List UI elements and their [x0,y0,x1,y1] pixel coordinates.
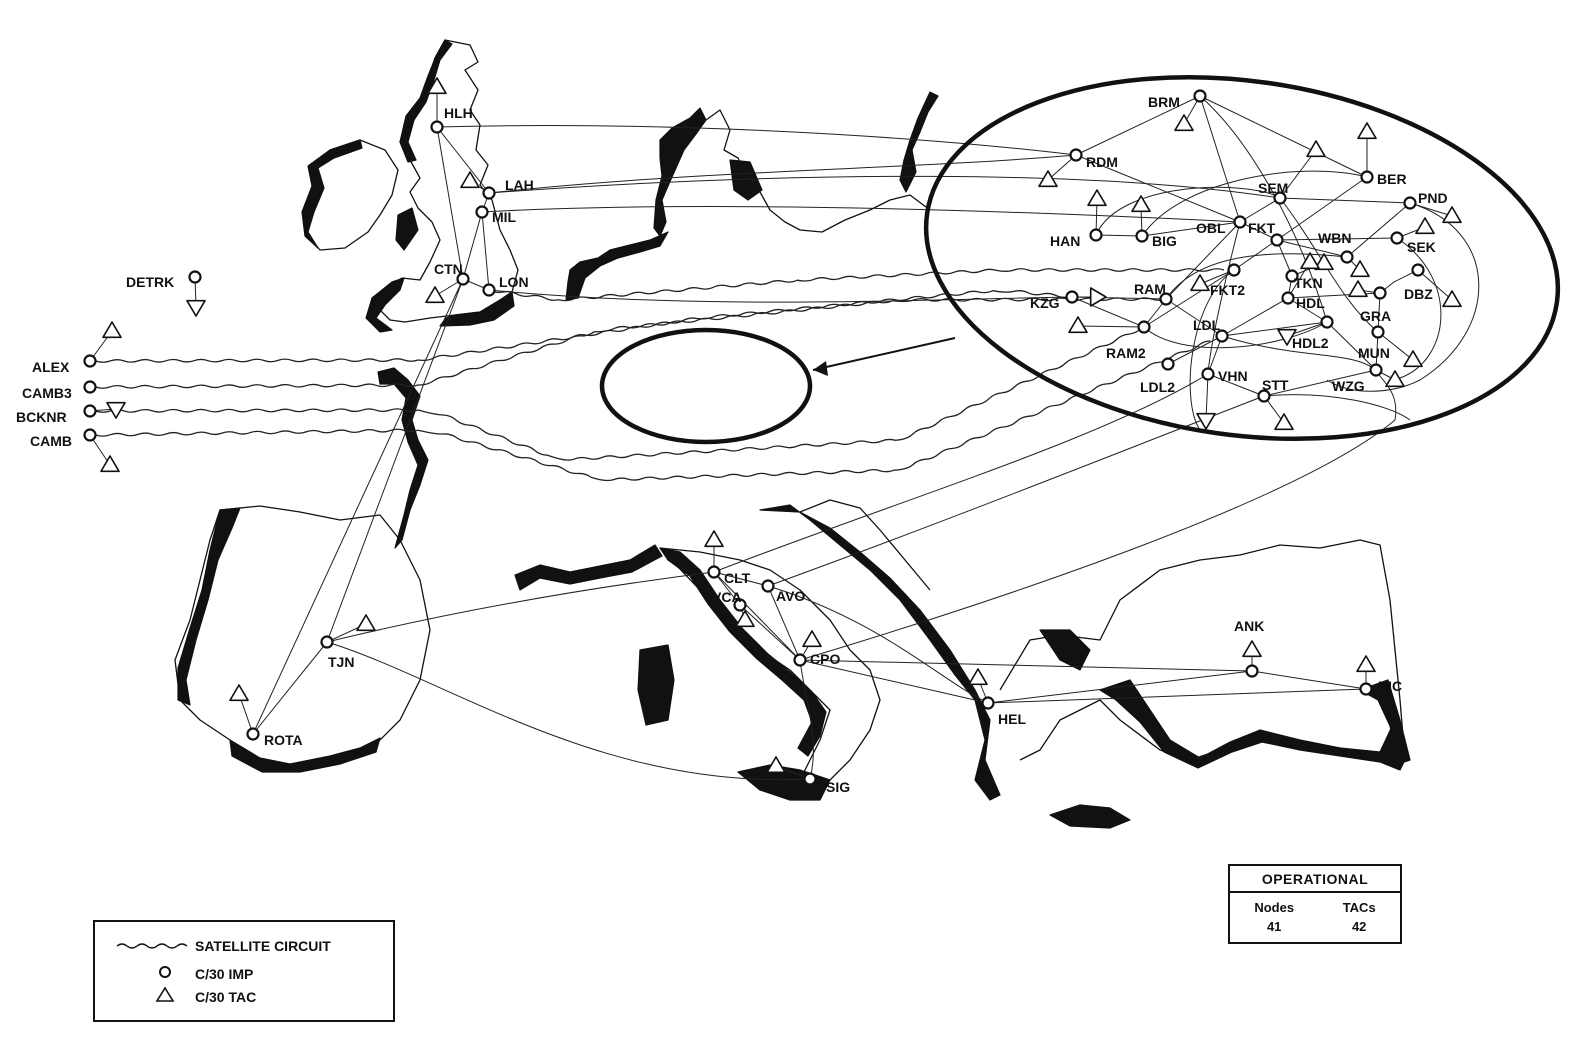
tac-triangle-icon [357,615,375,630]
node-label: PND [1418,190,1448,206]
imp-circle-icon [763,581,774,592]
imp-circle-icon [805,774,816,785]
tac-triangle-icon [426,287,444,302]
operational-status-box [1228,864,1402,944]
legend-tac-label: C/30 TAC [195,988,257,1005]
node-dbz [1404,265,1461,307]
node-han [1050,190,1106,249]
node-hdl2 [1278,317,1333,352]
node-kzg [1030,288,1106,311]
imp-circle-icon [477,207,488,218]
node-label: HLH [444,105,473,121]
satellite-circuit [96,328,1141,460]
node-label: ALEX [32,359,70,375]
node-label: HDL2 [1292,335,1329,351]
legend-satellite-label: SATELLITE CIRCUIT [195,938,331,954]
imp-circle-icon [983,698,994,709]
node-label: BCKNR [16,409,67,425]
node-label: LAH [505,177,534,193]
satellite-circuit-icon [115,938,195,954]
imp-circle-icon [1163,359,1174,370]
node-label: SEK [1407,239,1436,255]
imp-circle-icon [1405,198,1416,209]
node-label: MUN [1358,345,1390,361]
node-ram [1134,281,1172,305]
imp-circle-icon [1195,91,1206,102]
tac-triangle-icon [1243,641,1261,656]
node-label: HAN [1050,233,1081,249]
imp-circle-icon [1392,233,1403,244]
node-label: ANK [1234,618,1265,634]
node-label: LDL2 [1140,379,1175,395]
tac-triangle-icon [1069,317,1087,332]
node-label: VHN [1218,368,1248,384]
tac-triangle-icon [1307,141,1325,156]
node-lah [461,172,534,199]
node-label: FKT [1248,220,1276,236]
node-alex [32,322,121,375]
node-label: RAM2 [1106,345,1146,361]
node-label: WZG [1332,378,1365,394]
node-ram2 [1069,317,1150,361]
status-title: OPERATIONAL [1230,866,1400,893]
imp-circle-icon [85,430,96,441]
node-label: ROTA [264,732,303,748]
imp-circle-icon [1203,369,1214,380]
imp-circle-icon [1272,235,1283,246]
tac-triangle-icon [1132,196,1150,211]
tac-triangle-icon [969,669,987,684]
tac-triangle-icon [1416,218,1434,233]
imp-circle-icon [322,637,333,648]
tac-triangle-icon [1175,115,1193,130]
imp-circle-icon [1413,265,1424,276]
node-brm [1148,91,1206,131]
nodes-label: Nodes [1254,900,1295,915]
node-label: CAMB3 [22,385,72,401]
imp-circle-icon [1139,322,1150,333]
imp-circle-icon [1373,327,1384,338]
imp-circle-icon [1342,252,1353,263]
node-label: BER [1377,171,1407,187]
nodes-count: 41 [1266,919,1282,934]
node-hlh [428,78,473,133]
tac-triangle-icon [803,631,821,646]
node-label: CLT [724,570,751,586]
node-label: CTN [434,261,463,277]
node-gra [1349,281,1391,324]
imp-circle-icon [795,655,806,666]
node-vhn [1197,368,1248,429]
imp-circle-icon [1362,172,1373,183]
node-label: CAMB [30,433,72,449]
tac-triangle-icon [1191,275,1209,290]
node-label: VCA [712,589,742,605]
tac-triangle-icon [1386,371,1404,386]
node-label: KZG [1030,295,1060,311]
imp-circle-icon [85,356,96,367]
tac-triangle-icon [705,531,723,546]
imp-circle-icon [1247,666,1258,677]
node-avo [763,581,806,605]
tac-triangle-icon [1358,123,1376,138]
node-label: LDL [1193,317,1221,333]
tac-triangle-icon [1443,291,1461,306]
imp-circle-icon [1283,293,1294,304]
legend-imp-label: C/30 IMP [195,965,254,982]
tac-triangle-icon [1349,281,1367,296]
node-stt [1259,377,1294,429]
imp-circle-icon [1071,150,1082,161]
node-label: INC [1378,678,1403,694]
tac-triangle-icon [1091,288,1106,306]
tac-triangle-icon [1443,207,1461,222]
node-label: BIG [1152,233,1177,249]
node-label: CPO [810,651,841,667]
imp-circle-icon [1091,230,1102,241]
tac-triangle-icon [1357,656,1375,671]
node-label: OBL [1196,220,1226,236]
imp-circle-icon [432,122,443,133]
node-detrk [126,272,205,317]
node-label: RAM [1134,281,1166,297]
tac-triangle-icon [115,986,195,1007]
node-label: LON [499,274,529,290]
node-ctn [426,261,469,302]
node-ber [1358,123,1407,187]
node-clt [705,531,751,586]
node-ldl [1193,317,1228,342]
node-label: HEL [998,711,1026,727]
legend-row-tac [115,986,256,1007]
node-label: MIL [492,209,517,225]
node-sek [1392,218,1436,255]
satellite-circuit [96,291,1070,363]
node-label: DETRK [126,274,175,290]
tac-triangle-icon [187,301,205,316]
node-ldl2 [1140,359,1175,396]
nodes-column [1254,898,1294,936]
node-label: DBZ [1404,286,1433,302]
node-label: SIG [826,779,851,795]
node-label: TJN [328,654,355,670]
tac-triangle-icon [230,685,248,700]
node-fkt2 [1191,265,1245,299]
imp-circle-icon [248,729,259,740]
tacs-label: TACs [1342,900,1376,915]
node-lon [484,274,529,296]
node-cpo [795,631,841,667]
node-label: SEM [1258,180,1289,196]
imp-circle-icon [1361,684,1372,695]
node-fkt [1248,220,1283,246]
legend-row-imp [115,964,253,983]
tacs-column [1343,898,1376,936]
imp-circle-icon [190,272,201,283]
node-label: STT [1262,377,1289,393]
imp-circle-icon [85,382,96,393]
node-ank [1234,618,1264,677]
node-label: WBN [1318,230,1352,246]
node-label: FKT2 [1210,282,1245,298]
satellite-circuit [96,298,1166,388]
node-tjn [322,615,376,670]
imp-circle-icon [1067,292,1078,303]
tac-triangle-icon [736,611,754,626]
legend-row-satellite [115,938,331,954]
imp-circle-icon [115,964,195,983]
imp-circle-icon [1235,217,1246,228]
inset-region-ring [602,330,810,442]
imp-circle-icon [484,188,495,199]
node-camb3 [22,382,96,402]
tacs-count: 42 [1351,919,1367,934]
satellite-circuit [489,269,1224,301]
node-label: TKN [1294,275,1323,291]
imp-circle-icon [85,406,96,417]
imp-circle-icon [484,285,495,296]
node-inc [1357,656,1402,695]
imp-circle-icon [1371,365,1382,376]
legend [93,920,395,1022]
node-obl [1196,217,1246,237]
imp-circle-icon [1322,317,1333,328]
imp-circle-icon [1137,231,1148,242]
tac-triangle-icon [1275,414,1293,429]
imp-circle-icon [1375,288,1386,299]
tac-triangle-icon [461,172,479,187]
imp-circle-icon [709,567,720,578]
node-big [1132,196,1177,249]
tac-triangle-icon [1088,190,1106,205]
node-label: HDL [1296,295,1325,311]
node-label: RDM [1086,154,1118,170]
imp-circle-icon [1229,265,1240,276]
node-label: BRM [1148,94,1180,110]
tac-triangle-icon [1404,351,1422,366]
tac-triangle-icon [101,456,119,471]
tac-triangle-icon [103,322,121,337]
node-pnd [1405,190,1462,222]
node-label: GRA [1360,308,1392,324]
node-bcknr [16,403,125,425]
node-mun [1358,327,1422,367]
node-rota [230,685,303,748]
node-label: AVO [776,588,806,604]
